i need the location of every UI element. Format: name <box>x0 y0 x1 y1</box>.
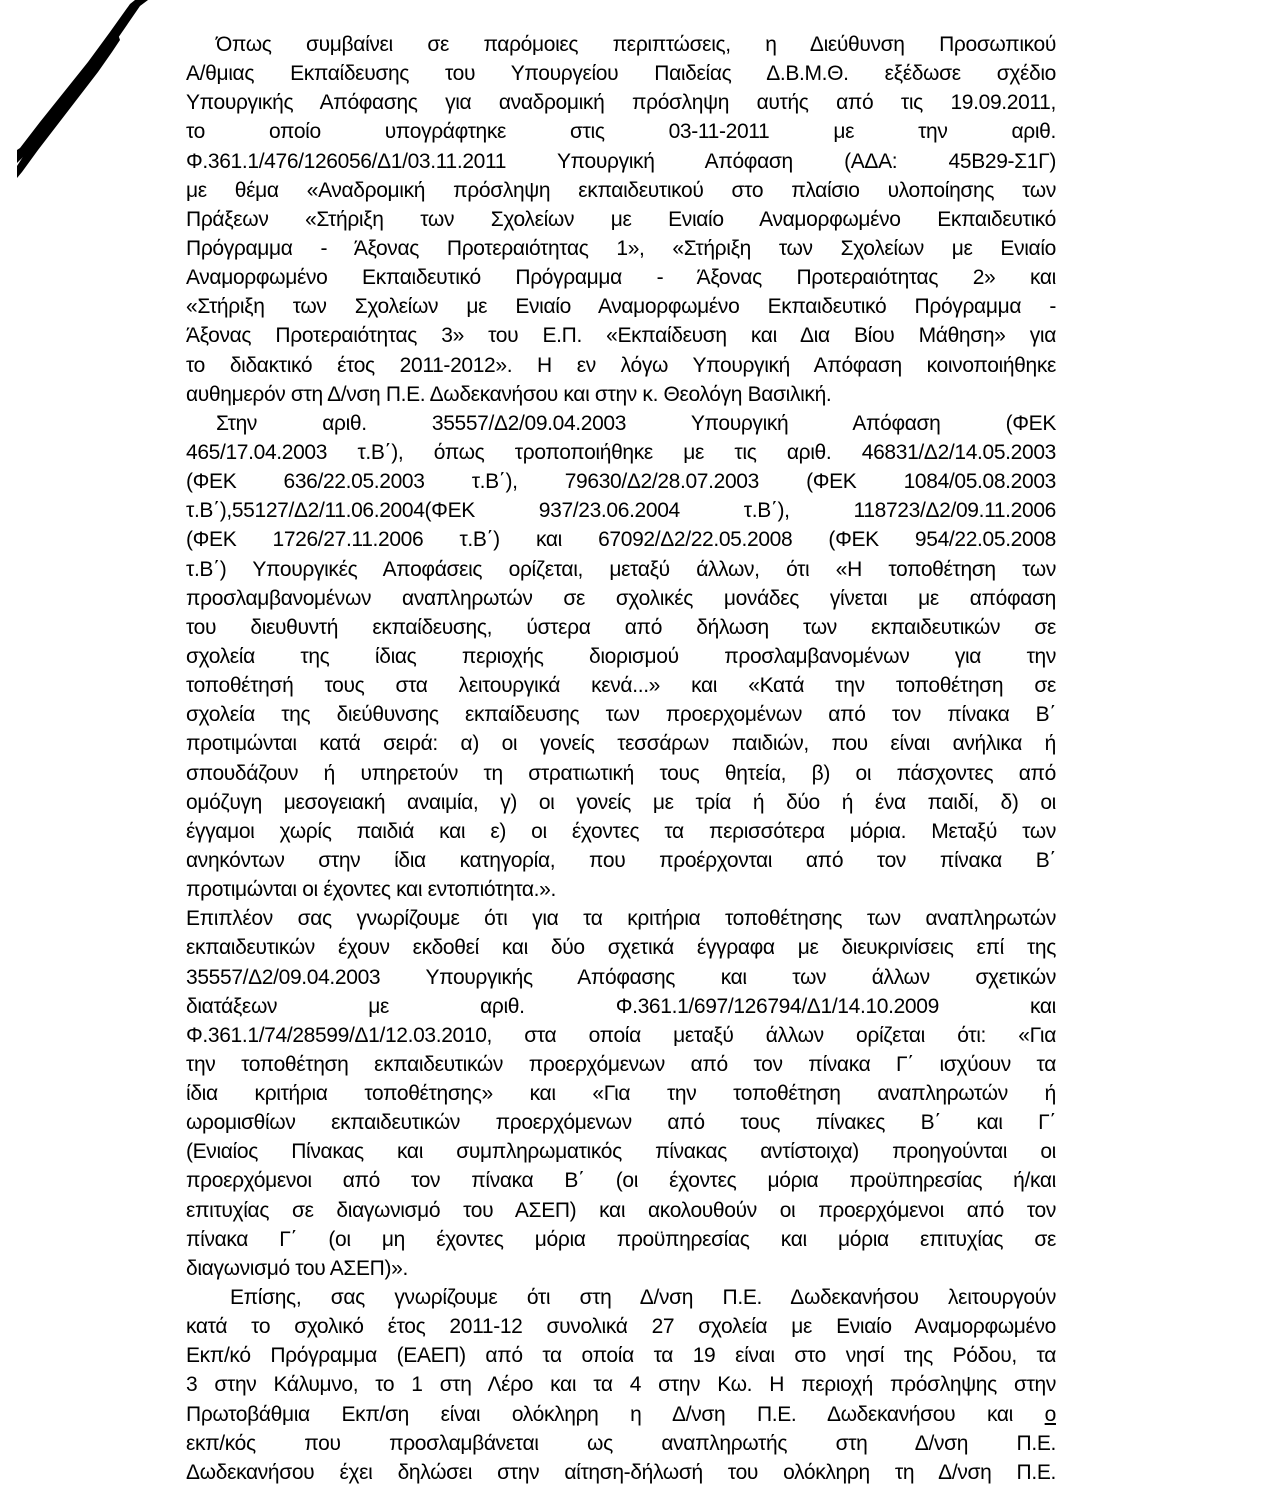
text-line-content: Φ.361.1/74/28599/Δ1/12.03.2010, στα οποία μεταξύ άλλων ορίζεται ότι: «Για <box>186 1023 1056 1047</box>
text-line-content: προτιμώνται κατά σειρά: α) οι γονείς τεσσάρων παιδιών, που είναι ανήλικα ή <box>186 732 1056 756</box>
text-line <box>186 263 1056 292</box>
text-line-content: του διευθυντή εκπαίδευσης, ύστερα από δήλωση των εκπαιδευτικών σε <box>186 615 1056 639</box>
text-line <box>186 496 1056 525</box>
text-line <box>186 292 1056 321</box>
text-line-content: σπουδάζουν ή υπηρετούν τη στρατιωτική τους θητεία, β) οι πάσχοντες από <box>186 761 1056 785</box>
underlined-word: ο <box>1044 1402 1056 1426</box>
text-line-content: ωρομισθίων εκπαιδευτικών προερχόμενων από τους πίνακες Β΄ και Γ΄ <box>186 1111 1056 1135</box>
text-line-content: ίδια κριτήρια τοποθέτησης» και «Για την τοποθέτηση αναπληρωτών ή <box>186 1082 1056 1106</box>
text-line <box>186 555 1056 584</box>
text-line-content: ανηκόντων στην ίδια κατηγορία, που προέρχονται από τον πίνακα Β΄ <box>186 848 1056 872</box>
text-line <box>186 729 1056 758</box>
text-line <box>186 321 1056 350</box>
text-line-content: σχολεία της διεύθυνσης εκπαίδευσης των προερχομένων από τον πίνακα Β΄ <box>186 703 1056 727</box>
text-line-content: Επιπλέον σας γνωρίζουμε ότι για τα κριτήρια τοποθέτησης των αναπληρωτών <box>186 907 1056 931</box>
document-body <box>186 30 1056 1487</box>
text-line <box>186 759 1056 788</box>
text-line <box>186 1400 1056 1429</box>
text-line <box>186 846 1056 875</box>
text-line <box>186 1108 1056 1137</box>
text-line-content: Α/θμιας Εκπαίδευσης του Υπουργείου Παιδείας Δ.Β.Μ.Θ. εξέδωσε σχέδιο <box>186 62 1056 86</box>
text-line-content: Όπως συμβαίνει σε παρόμοιες περιπτώσεις, η Διεύθυνση Προσωπικού <box>216 33 1056 56</box>
text-line-content: κατά το σχολικό έτος 2011-12 συνολικά 27 σχολεία με Ενιαίο Αναμορφωμένο <box>186 1315 1056 1339</box>
text-line-content: την τοποθέτηση εκπαιδευτικών προερχόμενων από τον πίνακα Γ΄ ισχύουν τα <box>186 1052 1056 1076</box>
text-line <box>186 613 1056 642</box>
text-line <box>186 992 1056 1021</box>
text-line <box>186 1341 1056 1370</box>
text-line <box>186 467 1056 496</box>
text-line-content: τ.Β΄) Υπουργικές Αποφάσεις ορίζεται, μεταξύ άλλων, ότι «Η τοποθέτηση των <box>186 557 1056 581</box>
text-line <box>186 1429 1056 1458</box>
text-line <box>186 933 1056 962</box>
text-line <box>186 817 1056 846</box>
text-line-content: προσλαμβανομένων αναπληρωτών σε σχολικές μονάδες γίνεται με απόφαση <box>186 586 1056 610</box>
text-line-content: εκπαιδευτικών έχουν εκδοθεί και δύο σχετικά έγγραφα με διευκρινίσεις επί της <box>186 936 1056 960</box>
text-line-content: το διδακτικό έτος 2011-2012». Η εν λόγω Υπουργική Απόφαση κοινοποιήθηκε <box>186 353 1056 377</box>
text-line <box>186 700 1056 729</box>
text-line <box>186 1079 1056 1108</box>
text-line-content: Στην αριθ. 35557/Δ2/09.04.2003 Υπουργική Απόφαση (ΦΕΚ <box>216 411 1056 435</box>
text-line <box>186 438 1056 467</box>
text-line <box>186 1050 1056 1079</box>
text-line-content: το οποίο υπογράφτηκε στις 03-11-2011 με την αριθ. <box>186 120 1056 144</box>
text-line <box>186 642 1056 671</box>
text-line <box>186 1196 1056 1225</box>
text-line <box>186 1225 1056 1254</box>
text-line-content: προερχόμενοι από τον πίνακα Β΄ (οι έχοντες μόρια προϋπηρεσίας ή/και <box>186 1169 1056 1193</box>
text-line-content: επιτυχίας σε διαγωνισμό του ΑΣΕΠ) και ακολουθούν οι προερχόμενοι από τον <box>186 1198 1056 1222</box>
text-line <box>186 1312 1056 1341</box>
text-line-content: 35557/Δ2/09.04.2003 Υπουργικής Απόφασης και των άλλων σχετικών <box>186 965 1056 989</box>
text-line <box>186 584 1056 613</box>
text-line-content: Υπουργικής Απόφασης για αναδρομική πρόσληψη αυτής από τις 19.09.2011, <box>186 91 1056 115</box>
text-line <box>186 147 1056 176</box>
text-line <box>186 234 1056 263</box>
text-line <box>186 176 1056 205</box>
text-line-content: (ΦΕΚ 1726/27.11.2006 τ.Β΄) και 67092/Δ2/22.05.2008 (ΦΕΚ 954/22.05.2008 <box>186 528 1056 552</box>
text-line-content: Πράξεων «Στήριξη των Σχολείων με Ενιαίο Αναμορφωμένο Εκπαιδευτικό <box>186 207 1056 231</box>
text-line <box>186 788 1056 817</box>
text-line-content: Εκπ/κό Πρόγραμμα (ΕΑΕΠ) από τα οποία τα 19 είναι στο νησί της Ρόδου, τα <box>186 1344 1056 1368</box>
text-line <box>186 1021 1056 1050</box>
text-line <box>186 963 1056 992</box>
text-line <box>186 88 1056 117</box>
text-line <box>186 380 1056 409</box>
text-line-content: 3 στην Κάλυμνο, το 1 στη Λέρο και τα 4 στην Κω. Η περιοχή πρόσληψης στην <box>186 1373 1056 1397</box>
text-line <box>186 1137 1056 1166</box>
text-line <box>186 671 1056 700</box>
text-line <box>186 1458 1056 1487</box>
text-line-content: (ΦΕΚ 636/22.05.2003 τ.Β΄), 79630/Δ2/28.07.2003 (ΦΕΚ 1084/05.08.2003 <box>186 470 1056 494</box>
text-line <box>186 59 1056 88</box>
text-line <box>186 205 1056 234</box>
text-line <box>186 875 1056 904</box>
handwritten-diagonal-strike-icon <box>0 0 160 190</box>
text-line-content: Πρόγραμμα - Άξονας Προτεραιότητας 1», «Στήριξη των Σχολείων με Ενιαίο <box>186 236 1056 260</box>
text-line <box>186 351 1056 380</box>
text-line-content: Πρωτοβάθμια Εκπ/ση είναι ολόκληρη η Δ/νση Π.Ε. Δωδεκανήσου και <box>186 1402 1013 1426</box>
text-line-content: (Ενιαίος Πίνακας και συμπληρωματικός πίνακας αντίστοιχα) προηγούνται οι <box>186 1140 1056 1164</box>
text-line-content: τ.Β΄),55127/Δ2/11.06.2004(ΦΕΚ 937/23.06.2004 τ.Β΄), 118723/Δ2/09.11.2006 <box>186 499 1056 523</box>
text-line-content: έγγαμοι χωρίς παιδιά και ε) οι έχοντες τα περισσότερα μόρια. Μεταξύ των <box>186 819 1056 843</box>
text-line <box>186 117 1056 146</box>
text-line-content: Φ.361.1/476/126056/Δ1/03.11.2011 Υπουργική Απόφαση (ΑΔΑ: 45Β29-Σ1Γ) <box>186 149 1056 173</box>
text-line-content: διατάξεων με αριθ. Φ.361.1/697/126794/Δ1/14.10.2009 και <box>186 994 1056 1018</box>
text-line-content: «Στήριξη των Σχολείων με Ενιαίο Αναμορφωμένο Εκπαιδευτικό Πρόγραμμα - <box>186 295 1056 319</box>
text-line-content: Αναμορφωμένο Εκπαιδευτικό Πρόγραμμα - Άξονας Προτεραιότητας 2» και <box>186 266 1056 290</box>
text-line-content: προτιμώνται οι έχοντες και εντοπιότητα.». <box>186 878 556 902</box>
text-line-content: Άξονας Προτεραιότητας 3» του Ε.Π. «Εκπαίδευση και Δια Βίου Μάθηση» για <box>186 324 1056 348</box>
text-line-content: Επίσης, σας γνωρίζουμε ότι στη Δ/νση Π.Ε. Δωδεκανήσου λειτουργούν <box>230 1286 1056 1310</box>
text-line <box>186 1370 1056 1399</box>
text-line <box>186 525 1056 554</box>
text-line <box>186 1166 1056 1195</box>
text-line <box>186 409 1056 438</box>
text-line-content: τοποθέτησή τους στα λειτουργικά κενά...» και «Κατά την τοποθέτηση σε <box>186 674 1056 698</box>
text-line-content: αυθημερόν στη Δ/νση Π.Ε. Δωδεκανήσου και στην κ. Θεολόγη Βασιλική. <box>186 382 832 406</box>
text-line-content: εκπ/κός που προσλαμβάνεται ως αναπληρωτής στη Δ/νση Π.Ε. <box>186 1431 1056 1455</box>
text-line-content: ομόζυγη μεσογειακή αναιμία, γ) οι γονείς με τρία ή δύο ή ένα παιδί, δ) οι <box>186 790 1056 814</box>
text-line-content: σχολεία της ίδιας περιοχής διορισμού προσλαμβανομένων για την <box>186 644 1056 668</box>
text-line-content: 465/17.04.2003 τ.Β΄), όπως τροποποιήθηκε με τις αριθ. 46831/Δ2/14.05.2003 <box>186 440 1056 464</box>
text-line <box>186 1254 1056 1283</box>
text-line <box>186 1283 1056 1312</box>
text-line-content: Δωδεκανήσου έχει δηλώσει στην αίτηση-δήλωσή του ολόκληρη τη Δ/νση Π.Ε. <box>186 1460 1056 1484</box>
text-line <box>186 30 1056 59</box>
text-line-content: με θέμα «Αναδρομική πρόσληψη εκπαιδευτικού στο πλαίσιο υλοποίησης των <box>186 178 1056 202</box>
text-line-content: διαγωνισμό του ΑΣΕΠ)». <box>186 1256 408 1280</box>
text-line-content: πίνακα Γ΄ (οι μη έχοντες μόρια προϋπηρεσίας και μόρια επιτυχίας σε <box>186 1227 1056 1251</box>
text-line <box>186 904 1056 933</box>
